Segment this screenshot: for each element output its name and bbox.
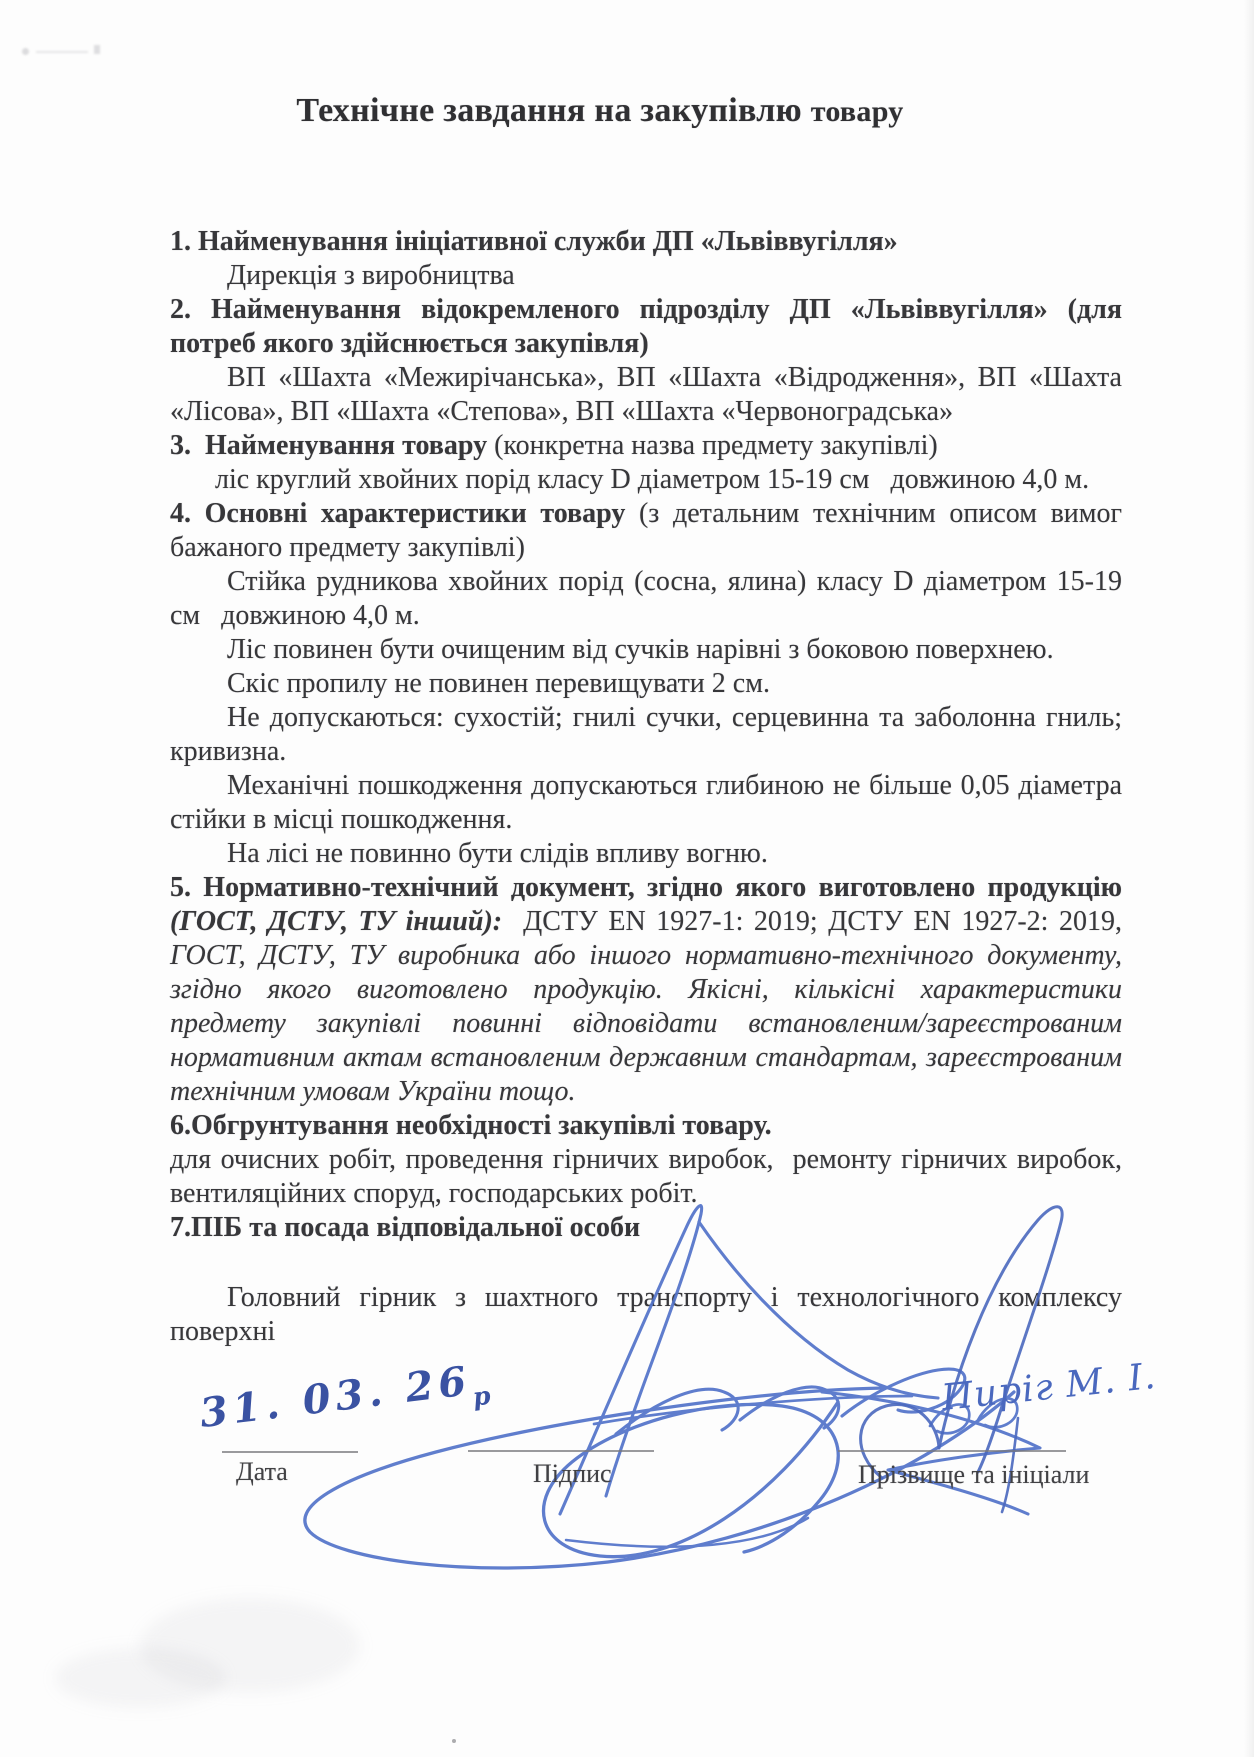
item1-value: Дирекція з виробництва <box>227 260 515 291</box>
item5-note: ГОСТ, ДСТУ, ТУ виробника або іншого нормативно-технічного документу, згідно якого виготовлено продукцію. Якісні, кількісні характеристики предмету закупівлі повинні відповідати встановленим/зареєстрованим нормативним актам встановленим державним стандартам, зареєстрованим технічним умовам України тощо. <box>170 940 1122 1107</box>
item3-line <box>170 429 1122 463</box>
item4-paragraph-4: Не допускаються: сухостій; гнилі сучки, серцевинна та заболонна гниль; кривизна. <box>170 702 1122 767</box>
handwritten-date-suffix: р <box>471 1380 493 1412</box>
item4-paragraph-2: Ліс повинен бути очищеним від сучків нарівні з боковою поверхнею. <box>227 634 1054 665</box>
page-title-main: Технічне завдання на закупівлю <box>296 92 802 129</box>
scan-artifact <box>55 1648 225 1708</box>
responsible-position: Головний гірник з шахтного транспорту і технологічного комплексу поверхні <box>170 1282 1122 1347</box>
date-underline <box>222 1451 358 1453</box>
item4-note: (з детальним технічним описом вимог бажаного предмету закупівлі) <box>170 498 1122 563</box>
document-body <box>170 225 1122 1349</box>
item4-paragraph-3: Скіс пропилу не повинен перевищувати 2 см. <box>227 668 770 699</box>
page-title-suffix: товару <box>810 95 904 128</box>
item5-value: ДСТУ EN 1927-1: 2019; ДСТУ EN 1927-2: 2019, <box>502 906 1122 937</box>
scan-smudge <box>22 42 112 58</box>
signature-underline <box>468 1450 654 1452</box>
item5-paragraph <box>170 871 1122 1109</box>
handwritten-name: Пиріг М. І. <box>939 1355 1159 1419</box>
page-edge-shadow <box>1244 0 1254 1757</box>
item4-paragraph-5: Механічні пошкодження допускаються глибиною не більше 0,05 діаметра стійки в місці пошкодження. <box>170 770 1122 835</box>
item2-heading: 2. Найменування відокремленого підрозділу ДП «Львіввугілля» (для потреб якого здійснюється закупівля) <box>170 294 1122 359</box>
name-label: Прізвище та ініціали <box>858 1460 1090 1489</box>
item4-paragraph-6: На лісі не повинно бути слідів впливу вогню. <box>227 838 768 869</box>
handwritten-date <box>197 1355 492 1445</box>
name-underline <box>838 1450 1066 1452</box>
scan-dot <box>452 1739 456 1743</box>
item5-heading-paren: (ГОСТ, ДСТУ, ТУ інший): <box>170 906 503 937</box>
item4-heading: 4. Основні характеристики товару <box>170 498 639 529</box>
item4-line <box>170 497 1122 565</box>
item5-heading: 5. Нормативно-технічний документ, згідно якого виготовлено продукцію <box>170 872 1122 903</box>
page-title <box>120 92 1080 130</box>
signature-label: Підпис <box>533 1459 612 1488</box>
handwritten-date-value: 31. 03. 26 <box>197 1357 474 1438</box>
item1-heading: 1. Найменування ініціативної служби ДП «Львіввугілля» <box>170 226 898 257</box>
item3-value: ліс круглий хвойних порід класу D діаметром 15-19 см довжиною 4,0 м. <box>215 464 1090 495</box>
date-label: Дата <box>236 1457 288 1486</box>
item4-paragraph-1: Стійка рудникова хвойних порід (сосна, ялина) класу D діаметром 15-19 см довжиною 4,0 м. <box>170 566 1122 631</box>
item3-note: (конкретна назва предмету закупівлі) <box>494 430 938 461</box>
item6-heading: 6.Обгрунтування необхідності закупівлі товару. <box>170 1110 772 1141</box>
item6-value: для очисних робіт, проведення гірничих виробок, ремонту гірничих виробок, вентиляційних споруд, господарських робіт. <box>170 1144 1122 1209</box>
item7-heading: 7.ПІБ та посада відповідальної особи <box>170 1212 641 1243</box>
item2-value: ВП «Шахта «Межирічанська», ВП «Шахта «Відродження», ВП «Шахта «Лісова», ВП «Шахта «Степова», ВП «Шахта «Червоноградська» <box>170 362 1122 427</box>
item3-heading: 3. Найменування товару <box>170 430 495 461</box>
